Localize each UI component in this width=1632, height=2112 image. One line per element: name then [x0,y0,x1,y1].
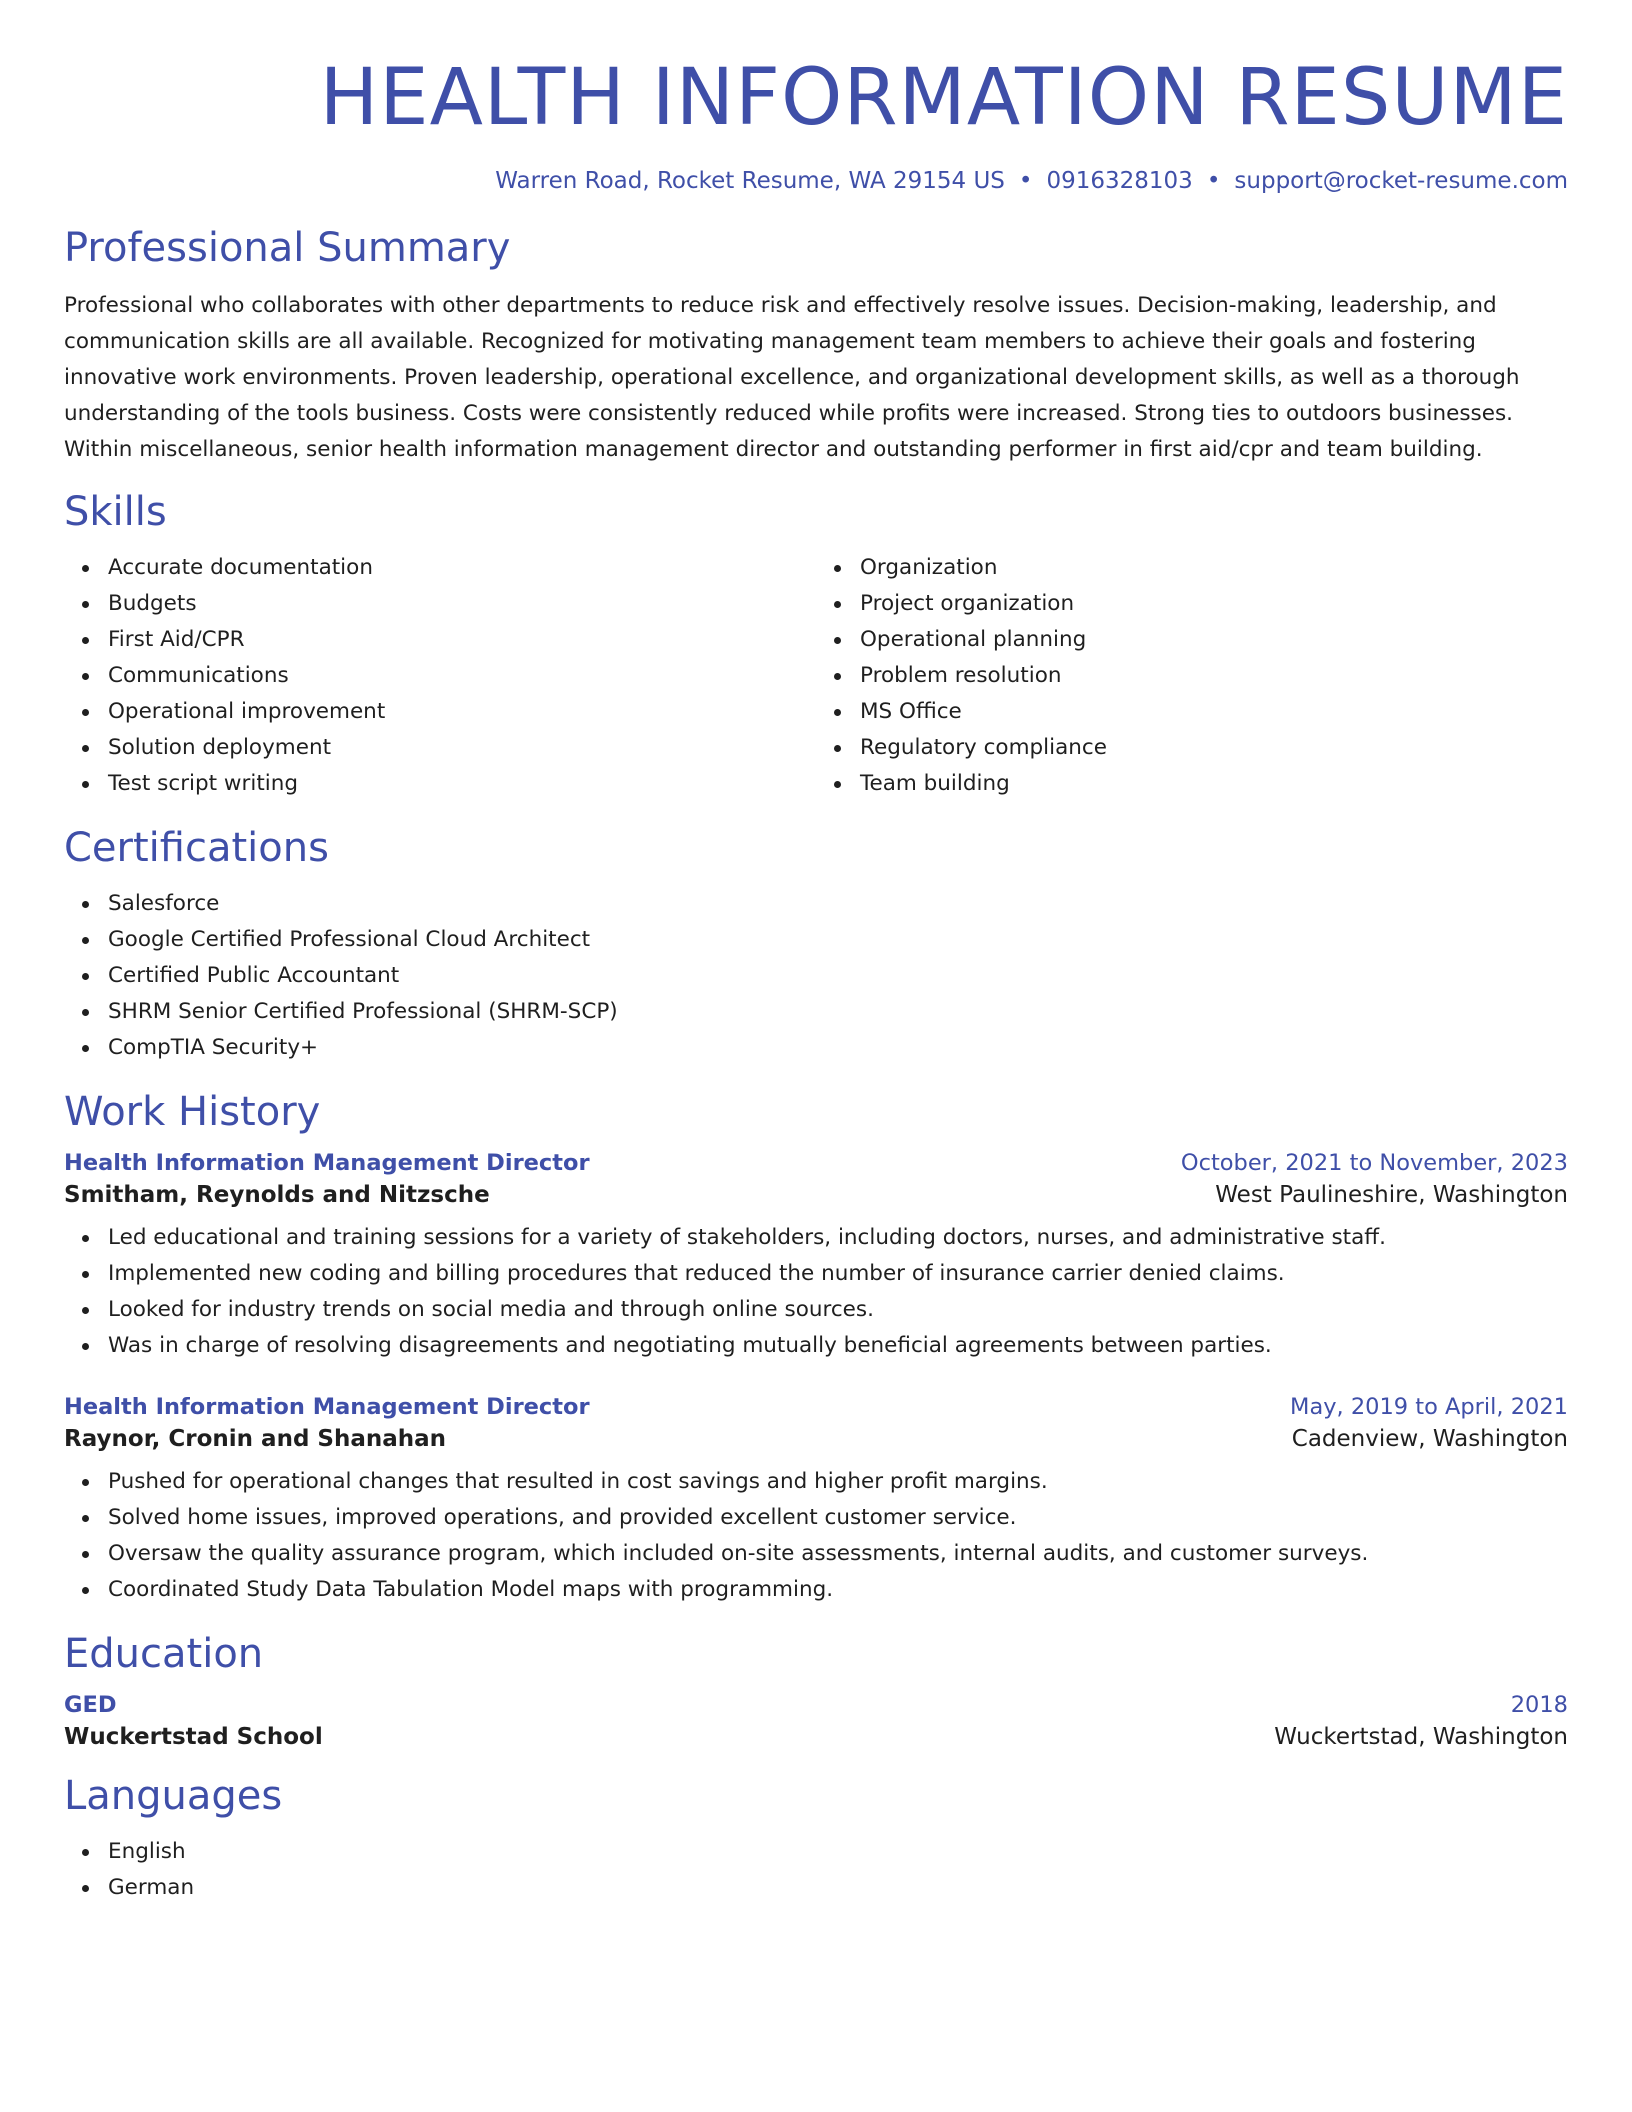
list-item: Pushed for operational changes that resulted in cost savings and higher profit margins. [108,1464,1568,1500]
contact-separator: • [1018,167,1033,194]
skills-column-left [64,550,816,802]
education-year: 2018 [1510,1691,1568,1718]
list-item: Salesforce [108,886,1568,922]
summary-heading: Professional Summary [64,224,511,271]
list-item: Problem resolution [860,658,1568,694]
job-location: Cadenview, Washington [1291,1425,1568,1452]
list-item: Project organization [860,586,1568,622]
job-dates: October, 2021 to November, 2023 [1180,1149,1568,1176]
list-item: Solved home issues, improved operations, and provided excellent customer service. [108,1500,1568,1536]
list-item: Certified Public Accountant [108,958,1568,994]
list-item: Implemented new coding and billing procedures that reduced the number of insurance carrier denied claims. [108,1256,1568,1292]
list-item: Team building [860,766,1568,802]
skills-list-right [816,550,1568,802]
contact-separator: • [1206,167,1221,194]
job-title: Health Information Management Director [64,1149,590,1176]
education-school: Wuckertstad School [64,1723,323,1750]
work-history-heading: Work History [64,1088,321,1135]
languages-list [64,1834,1568,1906]
job-header [64,1150,1568,1176]
list-item: Accurate documentation [108,550,816,586]
list-item: Was in charge of resolving disagreements and negotiating mutually beneficial agreements between parties. [108,1328,1568,1364]
job-company: Smitham, Reynolds and Nitzsche [64,1181,490,1208]
education-subheader [64,1724,1568,1750]
job-dates: May, 2019 to April, 2021 [1290,1393,1568,1420]
education-degree: GED [64,1691,117,1718]
skills-column-right [816,550,1568,802]
list-item: Budgets [108,586,816,622]
list-item: English [108,1834,1568,1870]
job-duties-list [64,1220,1568,1364]
list-item: Communications [108,658,816,694]
list-item: Oversaw the quality assurance program, which included on-site assessments, internal audits, and customer surveys. [108,1536,1568,1572]
skills-heading: Skills [64,488,167,535]
job-entry [64,1150,1568,1364]
education-location: Wuckertstad, Washington [1274,1723,1568,1750]
summary-section [64,224,1568,468]
skills-list-left [64,550,816,802]
job-header [64,1394,1568,1420]
list-item: Organization [860,550,1568,586]
job-subheader [64,1182,1568,1208]
resume-title: HEALTH INFORMATION RESUME [319,53,1568,143]
list-item: Google Certified Professional Cloud Architect [108,922,1568,958]
education-heading: Education [64,1630,264,1677]
job-duties-list [64,1464,1568,1608]
list-item: Operational planning [860,622,1568,658]
certifications-section [64,824,1568,1066]
list-item: German [108,1870,1568,1906]
contact-phone: 0916328103 [1046,167,1193,194]
list-item: Test script writing [108,766,816,802]
contact-line [64,168,1568,194]
list-item: Regulatory compliance [860,730,1568,766]
job-company: Raynor, Cronin and Shanahan [64,1425,447,1452]
skills-grid [64,550,1568,802]
education-header [64,1692,1568,1718]
list-item: Looked for industry trends on social media and through online sources. [108,1292,1568,1328]
list-item: First Aid/CPR [108,622,816,658]
list-item: Operational improvement [108,694,816,730]
certifications-list [64,886,1568,1066]
summary-text: Professional who collaborates with other departments to reduce risk and effectively resolve issues. Decision-making, leadership, and communication skills are all available. Recognized for motivating management team members to achieve their goals and fostering innovative work environments. Proven leadership, operational excellence, and organizational development skills, as well as a thorough understanding of the tools business. Costs were consistently reduced while profits were increased. Strong ties to outdoors businesses. Within miscellaneous, senior health information management director and outstanding performer in first aid/cpr and team building. [64,292,1520,462]
job-entry [64,1394,1568,1608]
list-item: Solution deployment [108,730,816,766]
contact-address: Warren Road, Rocket Resume, WA 29154 US [495,167,1005,194]
certifications-heading: Certifications [64,824,329,871]
job-title: Health Information Management Director [64,1393,590,1420]
job-subheader [64,1426,1568,1452]
list-item: SHRM Senior Certified Professional (SHRM-SCP) [108,994,1568,1030]
job-location: West Paulineshire, Washington [1215,1181,1568,1208]
list-item: CompTIA Security+ [108,1030,1568,1066]
list-item: MS Office [860,694,1568,730]
work-history-section [64,1088,1568,1608]
list-item: Coordinated Study Data Tabulation Model maps with programming. [108,1572,1568,1608]
languages-section [64,1772,1568,1906]
list-item: Led educational and training sessions for a variety of stakeholders, including doctors, nurses, and administrative staff. [108,1220,1568,1256]
languages-heading: Languages [64,1772,283,1819]
education-section [64,1630,1568,1750]
skills-section [64,488,1568,802]
contact-email[interactable]: support@rocket-resume.com [1234,167,1568,194]
